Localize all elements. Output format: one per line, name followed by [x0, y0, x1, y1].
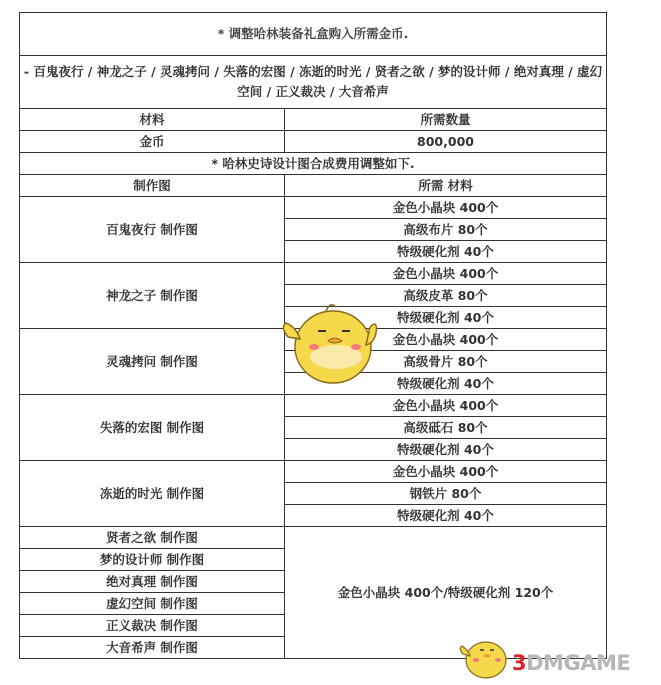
gold-col-quantity-header: 所需数量 — [285, 109, 607, 131]
gold-notice: * 调整哈林装备礼盒购入所需金币. — [20, 13, 607, 56]
material-cell: 高级皮革 80个 — [285, 285, 607, 307]
material-cell: 高级砥石 80个 — [285, 417, 607, 439]
material-cell: 特级硬化剂 40个 — [285, 373, 607, 395]
shared-materials-cell: 金色小晶块 400个/特级硬化剂 120个 — [285, 527, 607, 659]
blueprint-name: 神龙之子 制作图 — [20, 263, 285, 329]
material-cell: 特级硬化剂 40个 — [285, 241, 607, 263]
blueprint-name: 梦的设计师 制作图 — [20, 549, 285, 571]
craft-notice: * 哈林史诗设计图合成费用调整如下. — [20, 153, 607, 175]
blueprint-name: 失落的宏图 制作图 — [20, 395, 285, 461]
material-cell: 高级布片 80个 — [285, 219, 607, 241]
craft-col-materials-header: 所需 材料 — [285, 175, 607, 197]
blueprint-name: 冻逝的时光 制作图 — [20, 461, 285, 527]
watermark-text: DMGAME — [526, 651, 631, 675]
site-watermark — [512, 651, 630, 675]
affected-items-list: - 百鬼夜行 / 神龙之子 / 灵魂拷问 / 失落的宏图 / 冻逝的时光 / 贤者之欲 / 梦的设计师 / 绝对真理 / 虚幻空间 / 正义裁决 / 大音希声 — [20, 56, 607, 109]
material-cell: 特级硬化剂 40个 — [285, 307, 607, 329]
material-cell: 金色小晶块 400个 — [285, 329, 607, 351]
blueprint-name: 灵魂拷问 制作图 — [20, 329, 285, 395]
material-cell: 钢铁片 80个 — [285, 483, 607, 505]
blueprint-name: 正义裁决 制作图 — [20, 615, 285, 637]
blueprint-name: 贤者之欲 制作图 — [20, 527, 285, 549]
blueprint-name: 大音希声 制作图 — [20, 637, 285, 659]
blueprint-name: 百鬼夜行 制作图 — [20, 197, 285, 263]
material-cell: 金色小晶块 400个 — [285, 263, 607, 285]
gold-col-material-header: 材料 — [20, 109, 285, 131]
blueprint-name: 绝对真理 制作图 — [20, 571, 285, 593]
mascot-chick-icon — [458, 632, 514, 680]
gold-value-cell: 800,000 — [285, 131, 607, 153]
material-cell: 金色小晶块 400个 — [285, 461, 607, 483]
watermark-digit: 3 — [512, 651, 527, 675]
blueprint-name: 虚幻空间 制作图 — [20, 593, 285, 615]
material-cell: 特级硬化剂 40个 — [285, 439, 607, 461]
material-cell: 金色小晶块 400个 — [285, 395, 607, 417]
gold-item-cell: 金币 — [20, 131, 285, 153]
material-cell: 金色小晶块 400个 — [285, 197, 607, 219]
craft-col-blueprint-header: 制作图 — [20, 175, 285, 197]
material-cell: 高级骨片 80个 — [285, 351, 607, 373]
material-cell: 特级硬化剂 40个 — [285, 505, 607, 527]
mascot-chick-icon — [278, 297, 382, 387]
